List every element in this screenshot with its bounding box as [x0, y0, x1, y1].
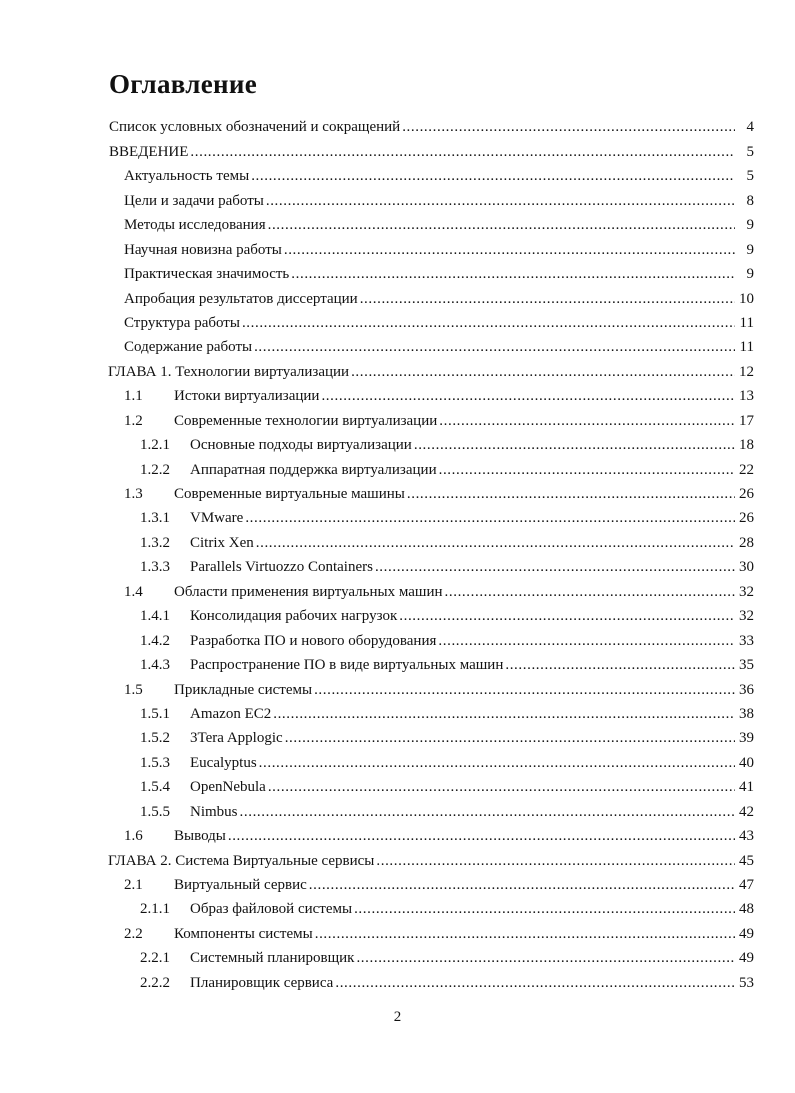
dot-leader — [256, 534, 735, 552]
toc-entry-number: 1.5.5 — [140, 803, 170, 820]
toc-entry-title: OpenNebula — [190, 779, 266, 796]
dot-leader — [375, 558, 735, 576]
toc-entry-title: Содержание работы — [124, 339, 253, 356]
toc-entry[interactable] — [0, 799, 795, 823]
dot-leader — [228, 827, 735, 845]
toc-entry-title: ГЛАВА 1. Технологии виртуализации — [108, 363, 350, 380]
dot-leader — [321, 387, 735, 405]
toc-entry-page: 43 — [739, 828, 754, 845]
toc-entry-title: Структура работы — [124, 314, 240, 331]
toc-entry[interactable] — [0, 970, 795, 994]
toc-entry-number: 1.4.3 — [140, 657, 170, 674]
toc-entry[interactable] — [0, 653, 795, 677]
toc-entry-title: Образ файловой системы — [190, 901, 353, 918]
toc-entry-page: 45 — [739, 852, 754, 869]
toc-entry-title: Методы исследования — [124, 217, 266, 234]
dot-leader — [190, 143, 735, 161]
toc-entry-page: 5 — [746, 143, 754, 160]
toc-entry[interactable] — [0, 946, 795, 970]
toc-entry-title: 3Tera Applogic — [190, 730, 283, 747]
toc-entry-title: ВВЕДЕНИЕ — [109, 143, 189, 160]
dot-leader — [291, 265, 735, 283]
dot-leader — [315, 925, 735, 943]
dot-leader — [407, 485, 735, 503]
toc-entry-page: 9 — [746, 217, 754, 234]
dot-leader — [445, 583, 735, 601]
toc-entry[interactable] — [0, 115, 795, 139]
toc-entry[interactable] — [0, 921, 795, 945]
dot-leader — [402, 118, 735, 136]
toc-entry[interactable] — [0, 530, 795, 554]
table-of-contents — [0, 115, 795, 995]
toc-entry-title: Список условных обозначений и сокращений — [109, 119, 401, 136]
toc-entry[interactable] — [0, 506, 795, 530]
toc-entry-title: Области применения виртуальных машин — [174, 583, 443, 600]
toc-entry-title: Parallels Virtuozzo Containers — [190, 559, 373, 576]
toc-entry-title: Citrix Xen — [190, 534, 254, 551]
toc-entry-number: 2.2.1 — [140, 950, 170, 967]
toc-entry-page: 32 — [739, 608, 754, 625]
dot-leader — [266, 192, 735, 210]
toc-entry-page: 49 — [739, 925, 754, 942]
toc-entry-number: 1.2.1 — [140, 437, 170, 454]
toc-entry[interactable] — [0, 482, 795, 506]
toc-entry[interactable] — [0, 848, 795, 872]
toc-entry-page: 33 — [739, 632, 754, 649]
toc-entry-title: Основные подходы виртуализации — [190, 437, 412, 454]
toc-entry-title: Выводы — [174, 828, 226, 845]
toc-entry[interactable] — [0, 188, 795, 212]
toc-entry-title: Планировщик сервиса — [190, 974, 334, 991]
toc-entry-page: 5 — [746, 168, 754, 185]
dot-leader — [376, 852, 735, 870]
dot-leader — [268, 216, 735, 234]
toc-entry-number: 1.5.2 — [140, 730, 170, 747]
toc-entry-page: 13 — [739, 388, 754, 405]
toc-entry-number: 1.4 — [124, 583, 143, 600]
toc-entry-number: 2.1.1 — [140, 901, 170, 918]
toc-entry-number: 1.6 — [124, 828, 143, 845]
toc-entry-number: 1.3.2 — [140, 534, 170, 551]
dot-leader — [399, 607, 735, 625]
toc-entry-number: 2.2 — [124, 925, 143, 942]
dot-leader — [505, 656, 735, 674]
toc-entry-title: Nimbus — [190, 803, 238, 820]
toc-entry-number: 1.1 — [124, 388, 143, 405]
toc-entry-title: Amazon EC2 — [190, 705, 272, 722]
toc-entry-title: Прикладные системы — [174, 681, 313, 698]
toc-entry[interactable] — [0, 702, 795, 726]
toc-entry[interactable] — [0, 433, 795, 457]
toc-entry-number: 1.5.1 — [140, 705, 170, 722]
toc-entry-title: Консолидация рабочих нагрузок — [190, 608, 398, 625]
toc-entry[interactable] — [0, 408, 795, 432]
toc-entry[interactable] — [0, 897, 795, 921]
toc-entry-title: Компоненты системы — [174, 925, 313, 942]
toc-entry[interactable] — [0, 873, 795, 897]
toc-entry-page: 38 — [739, 705, 754, 722]
dot-leader — [360, 290, 735, 308]
toc-entry-page: 35 — [739, 657, 754, 674]
toc-entry[interactable] — [0, 311, 795, 335]
toc-entry-title: Системный планировщик — [190, 950, 355, 967]
toc-entry-number: 1.5.3 — [140, 754, 170, 771]
toc-entry-number: 1.5.4 — [140, 779, 170, 796]
dot-leader — [242, 314, 735, 332]
toc-entry-page: 4 — [746, 119, 754, 136]
dot-leader — [351, 363, 735, 381]
page-title: Оглавление — [109, 69, 257, 99]
toc-entry-page: 26 — [739, 486, 754, 502]
toc-entry-number: 1.4.2 — [140, 632, 170, 649]
toc-entry[interactable] — [0, 262, 795, 286]
toc-entry-page: 26 — [739, 510, 754, 527]
toc-entry-title: Современные виртуальные машины — [174, 486, 405, 502]
dot-leader — [273, 705, 735, 723]
dot-leader — [314, 681, 735, 699]
dot-leader — [240, 803, 735, 821]
toc-entry-page: 8 — [746, 192, 754, 209]
dot-leader — [438, 632, 735, 650]
toc-entry-number: 1.3.1 — [140, 510, 170, 527]
toc-entry-page: 32 — [739, 583, 754, 600]
toc-entry-title: VMware — [190, 510, 244, 527]
dot-leader — [354, 900, 735, 918]
toc-entry-page: 12 — [739, 363, 754, 380]
dot-leader — [439, 461, 735, 479]
toc-entry-number: 1.5 — [124, 681, 143, 698]
toc-entry-number: 1.3 — [124, 486, 143, 502]
toc-entry-title: Распространение ПО в виде виртуальных машин — [190, 657, 504, 674]
toc-entry-title: Апробация результатов диссертации — [124, 290, 358, 307]
toc-entry-title: Разработка ПО и нового оборудования — [190, 632, 437, 649]
toc-entry-title: Eucalyptus — [190, 754, 257, 771]
dot-leader — [259, 754, 735, 772]
toc-entry-page: 49 — [739, 950, 754, 967]
toc-entry[interactable] — [0, 139, 795, 163]
toc-entry-page: 47 — [739, 877, 754, 893]
toc-entry[interactable] — [0, 213, 795, 237]
toc-entry[interactable] — [0, 677, 795, 701]
toc-entry-page: 28 — [739, 534, 754, 551]
toc-entry-page: 42 — [739, 803, 754, 820]
dot-leader — [285, 729, 735, 747]
toc-entry-page: 9 — [746, 241, 754, 258]
toc-entry-title: ГЛАВА 2. Система Виртуальные сервисы — [108, 852, 375, 869]
dot-leader — [356, 949, 735, 967]
toc-entry[interactable] — [0, 579, 795, 603]
toc-entry-title: Современные технологии виртуализации — [174, 412, 438, 429]
toc-entry[interactable] — [0, 384, 795, 408]
toc-entry-page: 36 — [739, 681, 754, 698]
toc-entry-number: 2.2.2 — [140, 974, 170, 991]
toc-entry-title: Практическая значимость — [124, 266, 290, 283]
dot-leader — [439, 412, 735, 430]
toc-entry-title: Актуальность темы — [124, 168, 250, 185]
dot-leader — [335, 974, 735, 992]
page-number: 2 — [393, 1009, 402, 1025]
toc-entry-title: Виртуальный сервис — [174, 877, 307, 893]
toc-entry-number: 1.4.1 — [140, 608, 170, 625]
toc-entry[interactable] — [0, 555, 795, 579]
toc-entry[interactable] — [0, 726, 795, 750]
toc-entry[interactable] — [0, 286, 795, 310]
toc-entry[interactable] — [0, 457, 795, 481]
toc-entry[interactable] — [0, 335, 795, 359]
toc-entry-title: Научная новизна работы — [124, 241, 282, 258]
toc-entry-page: 9 — [746, 266, 754, 283]
dot-leader — [251, 167, 735, 185]
toc-entry-number: 1.2.2 — [140, 461, 170, 478]
toc-entry-number: 1.3.3 — [140, 559, 170, 576]
toc-entry-page: 22 — [739, 461, 754, 478]
toc-entry-number: 2.1 — [124, 877, 143, 893]
toc-entry-page: 11 — [739, 314, 754, 331]
toc-entry-title: Аппаратная поддержка виртуализации — [190, 461, 437, 478]
toc-entry-page: 53 — [739, 974, 754, 991]
toc-entry-page: 10 — [739, 290, 754, 307]
toc-entry-page: 18 — [739, 437, 754, 454]
toc-entry[interactable] — [0, 750, 795, 774]
dot-leader — [245, 509, 735, 527]
toc-entry-title: Истоки виртуализации — [174, 388, 320, 405]
toc-entry[interactable] — [0, 237, 795, 261]
toc-entry[interactable] — [0, 824, 795, 848]
toc-entry[interactable] — [0, 628, 795, 652]
toc-entry-page: 30 — [739, 559, 754, 576]
toc-entry-page: 17 — [739, 412, 754, 429]
toc-entry-page: 48 — [739, 901, 754, 918]
dot-leader — [284, 241, 735, 259]
toc-entry[interactable] — [0, 775, 795, 799]
toc-entry-number: 1.2 — [124, 412, 143, 429]
toc-entry[interactable] — [0, 164, 795, 188]
toc-entry[interactable] — [0, 604, 795, 628]
toc-entry-page: 41 — [739, 779, 754, 796]
toc-entry-page: 40 — [739, 754, 754, 771]
dot-leader — [414, 436, 735, 454]
dot-leader — [254, 338, 735, 356]
dot-leader — [309, 876, 735, 894]
toc-entry[interactable] — [0, 359, 795, 383]
dot-leader — [268, 778, 735, 796]
toc-entry-page: 39 — [739, 730, 754, 747]
toc-entry-title: Цели и задачи работы — [124, 192, 264, 209]
toc-entry-page: 11 — [739, 339, 754, 356]
